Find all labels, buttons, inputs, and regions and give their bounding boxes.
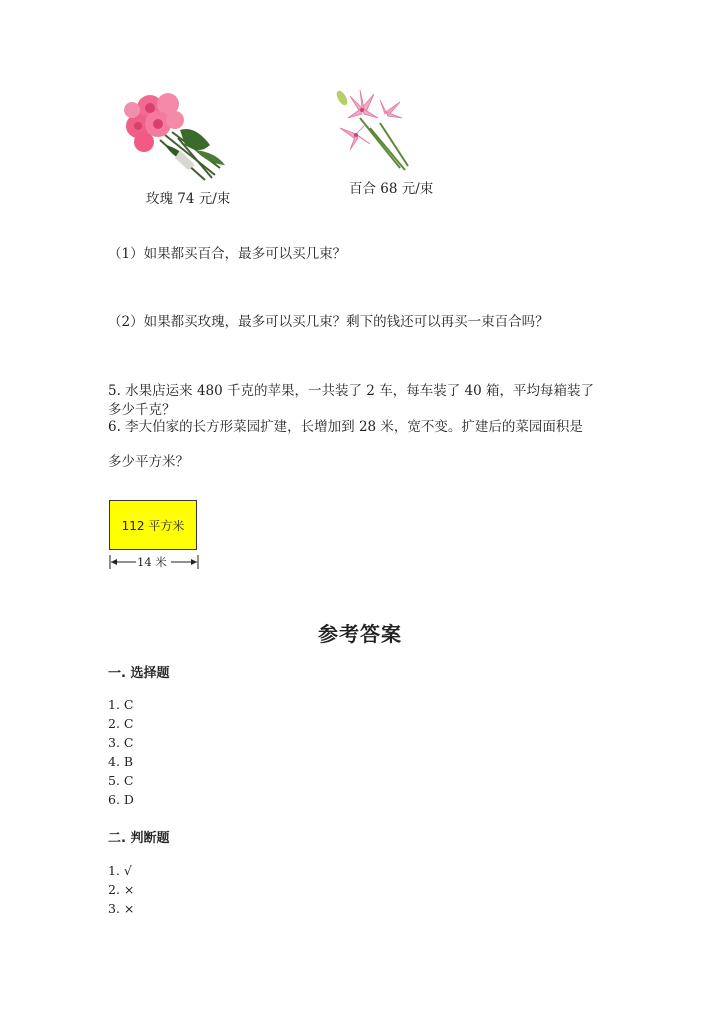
- answer-list-judgement: [108, 861, 134, 918]
- garden-area-label: 112 平方米: [121, 518, 185, 533]
- question-6-line-1: 6. 李大伯家的长方形菜园扩建，长增加到 28 米，宽不变。扩建后的菜园面积是: [108, 419, 583, 435]
- answer-item: 5. C: [108, 773, 134, 788]
- answer-item: 4. B: [108, 754, 134, 769]
- answer-item: 3. C: [108, 735, 134, 750]
- answer-item: 1. √: [108, 863, 132, 878]
- answer-item: 1. C: [108, 697, 134, 712]
- question-5-line-2: 多少千克？: [108, 402, 176, 418]
- answer-list-choice: [108, 695, 134, 809]
- answers-title: 参考答案: [318, 622, 402, 646]
- section-heading-choice: 一. 选择题: [108, 666, 170, 681]
- rose-price-caption: 玫瑰 74 元/束: [146, 191, 231, 207]
- width-dimension-label: 14 米: [137, 555, 167, 569]
- answer-item: 3. ×: [108, 901, 135, 916]
- answer-item: 6. D: [108, 792, 134, 807]
- question-6-line-2: 多少平方米？: [108, 454, 189, 470]
- lily-price-caption: 百合 68 元/束: [349, 181, 434, 197]
- question-5-line-1: 5. 水果店运来 480 千克的苹果，一共装了 2 车，每车装了 40 箱，平均每箱装了: [108, 383, 594, 399]
- question-2: （2）如果都买玫瑰，最多可以买几束？剩下的钱还可以再买一束百合吗？: [108, 314, 549, 330]
- answer-item: 2. ×: [108, 882, 135, 897]
- section-heading-judgement: 二. 判断题: [108, 831, 170, 846]
- lily-bouquet-image: [330, 88, 415, 173]
- question-1: （1）如果都买百合，最多可以买几束？: [108, 246, 347, 262]
- answer-item: 2. C: [108, 716, 134, 731]
- rose-bouquet-image: [120, 90, 235, 185]
- garden-rectangle: [109, 500, 197, 550]
